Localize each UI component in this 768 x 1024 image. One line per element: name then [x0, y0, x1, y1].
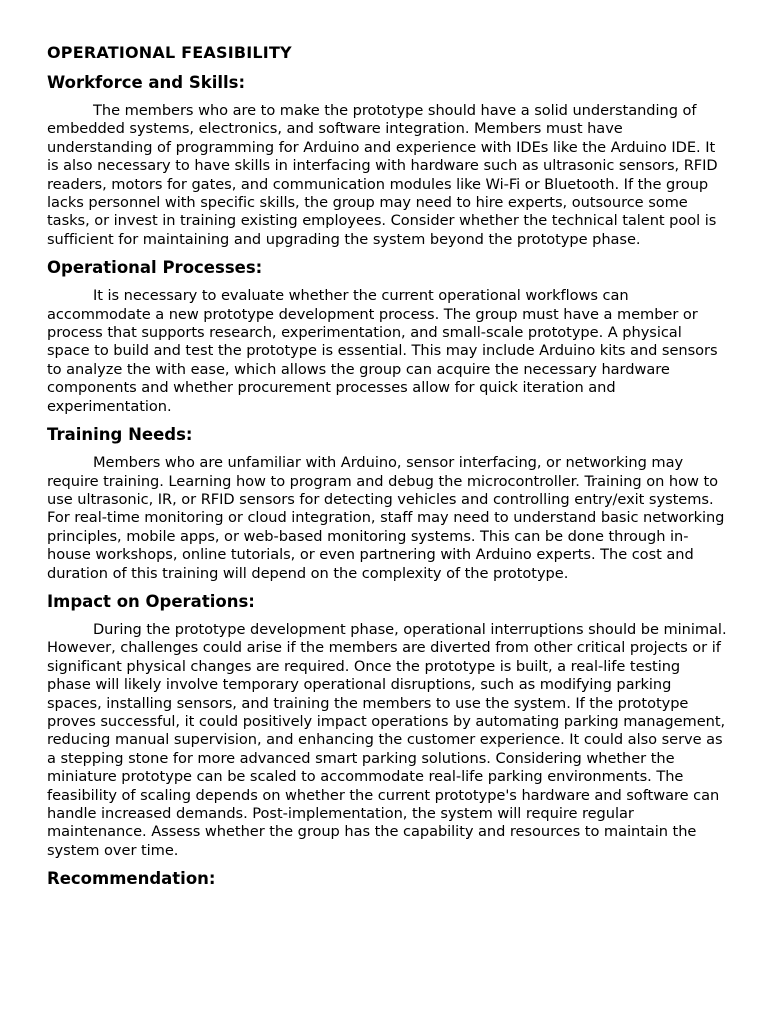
section-heading: Workforce and Skills: [47, 73, 246, 92]
section-impact-on-operations [47, 591, 727, 860]
document-page [47, 42, 727, 898]
section-paragraph: Members who are unfamiliar with Arduino, sensor interfacing, or networking may require training. Learning how to program and debug the microcontroller. Training on how to use ultrasonic, IR, or RFID sensors for detecting vehicles and controlling entry/exit systems. For real-time monitoring or cloud integration, staff may need to understand basic networking principles, mobile apps, or web-based monitoring systems. This can be done through in-house workshops, online tutorials, or even partnering with Arduino experts. The cost and duration of this training will depend on the complexity of the prototype. [47, 454, 725, 582]
section-heading: Recommendation: [47, 869, 216, 889]
section-workforce-and-skills [47, 72, 727, 249]
document-title: OPERATIONAL FEASIBILITY [47, 43, 292, 62]
section-operational-processes [47, 257, 727, 416]
section-heading: Operational Processes: [47, 258, 263, 278]
section-heading: Training Needs: [47, 425, 193, 445]
section-paragraph: During the prototype development phase, operational interruptions should be minimal. However, challenges could arise if the members are diverted from other critical projects or if significant physical changes are required. Once the prototype is built, a real-life testing phase will likely involve temporary operational disruptions, such as modifying parking spaces, installing sensors, and training the members to use the system. If the prototype proves successful, it could positively impact operations by automating parking management, reducing manual supervision, and enhancing the customer experience. It could also serve as a stepping stone for more advanced smart parking solutions. Considering whether the miniature prototype can be scaled to accommodate real-life parking environments. The feasibility of scaling depends on whether the current prototype's hardware and software can handle increased demands. Post-implementation, the system will require regular maintenance. Assess whether the group has the capability and resources to maintain the system over time. [47, 620, 727, 859]
section-recommendation [47, 868, 727, 890]
section-training-needs [47, 424, 727, 583]
section-heading: Impact on Operations: [47, 591, 255, 611]
section-paragraph: The members who are to make the prototype should have a solid understanding of embedded systems, electronics, and software integration. Members must have understanding of programming for Arduino and experience with IDEs like the Arduino IDE. It is also necessary to have skills in interfacing with hardware such as ultrasonic sensors, RFID readers, motors for gates, and communication modules like Wi-Fi or Bluetooth. If the group lacks personnel with specific skills, the group may need to hire experts, outsource some tasks, or invest in training existing employees. Consider whether the technical talent pool is sufficient for maintaining and upgrading the system beyond the prototype phase. [47, 102, 718, 248]
section-paragraph: It is necessary to evaluate whether the current operational workflows can accommodate a new prototype development process. The group must have a member or process that supports research, experimentation, and small-scale prototype. A physical space to build and test the prototype is essential. This may include Arduino kits and sensors to analyze the with ease, which allows the group can acquire the necessary hardware components and whether procurement processes allow for quick iteration and experimentation. [47, 287, 718, 415]
